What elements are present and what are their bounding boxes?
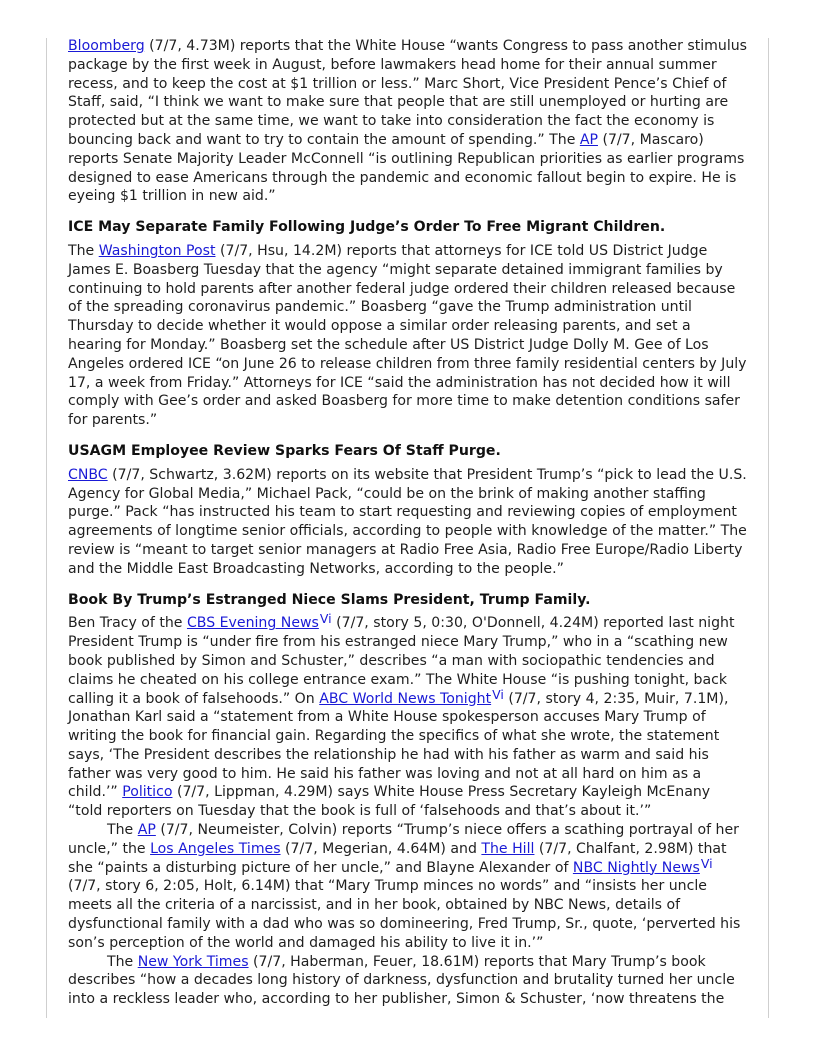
video-indicator[interactable]: Vi: [700, 855, 713, 871]
link-washington-post[interactable]: Washington Post: [98, 242, 216, 259]
headline-usagm: USAGM Employee Review Sparks Fears Of Staff Purge.: [68, 442, 501, 459]
link-los-angeles-times[interactable]: Los Angeles Times: [150, 840, 281, 857]
link-abc-world-news-tonight[interactable]: ABC World News Tonight: [319, 690, 492, 707]
link-ap[interactable]: AP: [137, 822, 156, 839]
right-margin-rule: [768, 38, 769, 1018]
link-cbs-evening-news[interactable]: CBS Evening News: [186, 615, 319, 632]
link-cnbc[interactable]: CNBC: [68, 466, 108, 483]
left-margin-rule: [46, 38, 47, 1018]
article-paragraph-usagm: CNBC (7/7, Schwartz, 3.62M) reports on its website that President Trump’s “pick to lead the U.S. Agency for Global Media,” Michael Pack, “could be on the brink of making another staffing purge.” Pack “has instructed his team to start requesting and reviewing copies of employment agreements of longtime senior officials, according to people with knowledge of the matter.” The review is “meant to target senior managers at Radio Free Asia, Radio Free Europe/Radio Liberty and the Middle East Broadcasting Networks, according to the people.”: [68, 466, 747, 577]
article-paragraph-stimulus: Bloomberg (7/7, 4.73M) reports that the White House “wants Congress to pass another stimulus package by the first week in August, before lawmakers head home for their annual summer recess, and to keep the cost at $1 trillion or less.” Marc Short, Vice President Pence’s Chief of Staff, said, “I think we want to make sure that people that are still unemployed or hurting are protected but at the same time, we want to take into consideration the fact the economy is bouncing back and want to try to contain the amount of spending.” The AP (7/7, Mascaro) reports Senate Majority Leader McConnell “is outlining Republican priorities as earlier programs designed to ease Americans through the pandemic and economic fallout begin to expire. He is eyeing $1 trillion in new aid.”: [68, 38, 748, 205]
link-new-york-times[interactable]: New York Times: [137, 953, 249, 970]
document-page: [68, 37, 748, 1009]
headline-trump-niece-book: Book By Trump’s Estranged Niece Slams President, Trump Family.: [68, 591, 591, 608]
link-bloomberg[interactable]: Bloomberg: [68, 38, 145, 54]
link-the-hill[interactable]: The Hill: [481, 840, 535, 857]
article-paragraph-ice: The Washington Post (7/7, Hsu, 14.2M) reports that attorneys for ICE told US District Judge James E. Boasberg Tuesday that the agency “might separate detained immigrant families by continuing to hold parents after another federal judge ordered their children released because of the spreading coronavirus pandemic.” Boasberg “gave the Trump administration until Thursday to decide whether it would oppose a similar order releasing parents, and set a hearing for Monday.” Boasberg set the schedule after US District Judge Dolly M. Gee of Los Angeles ordered ICE “on June 26 to release children from three family residential centers by July 17, a week from Friday.” Attorneys for ICE “said the administration has not decided how it will comply with Gee’s order and asked Boasberg for more time to make detention conditions safer for parents.”: [68, 242, 747, 429]
video-indicator[interactable]: Vi: [319, 611, 332, 627]
link-nbc-nightly-news[interactable]: NBC Nightly News: [572, 859, 700, 876]
article-paragraph-book-1: Ben Tracy of the CBS Evening News$^{Vi}$ (7/7, story 5, 0:30, O'Donnell, 4.24M) reported last night President Trump is “under fire from his estranged niece Mary Trump,” who in a “scathing new book published by Simon and Schuster,” describes “a man with sociopathic tendencies and claims he cheated on his college entrance exam.” The White House “is pushing tonight, back calling it a book of falsehoods.” On ABC World News Tonight$^{Vi}$ (7/7, story 4, 2:35, Muir, 7.1M), Jonathan Karl said a “statement from a White House spokesperson accuses Mary Trump of writing the book for financial gain. Regarding the specifics of what she wrote, the statement says, ‘The President describes the relationship he had with his father as warm and said his father was very good to him. He said his father was loving and not at all hard on him as a child.’” Politico (7/7, Lippman, 4.29M) says White House Press Secretary Kayleigh McEnany “told reporters on Tuesday that the book is full of ‘falsehoods and that’s about it.’”: [68, 611, 735, 820]
link-politico[interactable]: Politico: [122, 784, 173, 801]
video-indicator[interactable]: Vi: [492, 686, 504, 702]
article-paragraph-book-2: The AP (7/7, Neumeister, Colvin) reports “Trump’s niece offers a scathing portrayal of her uncle,” the Los Angeles Times (7/7, Megerian, 4.64M) and The Hill (7/7, Chalfant, 2.98M) that she “paints a disturbing picture of her uncle,” and Blayne Alexander of NBC Nightly News$^{Vi}$ (7/7, story 6, 2:05, Holt, 6.14M) that “Mary Trump minces no words” and “insists her uncle meets all the criteria of a narcissist, and in her book, obtained by NBC News, details of dysfunctional family with a dad who was so domineering, Fred Trump, Sr., quote, ‘perverted his son’s perception of the world and damaged his ability to live it in.’”: [68, 822, 741, 951]
article-paragraph-book-3: The New York Times (7/7, Haberman, Feuer, 18.61M) reports that Mary Trump’s book describes “how a decades long history of darkness, dysfunction and brutality turned her uncle into a reckless leader who, according to her publisher, Simon & Schuster, ‘now threatens the: [68, 953, 735, 1008]
link-ap[interactable]: AP: [579, 131, 598, 148]
headline-ice: ICE May Separate Family Following Judge’s Order To Free Migrant Children.: [68, 219, 666, 236]
